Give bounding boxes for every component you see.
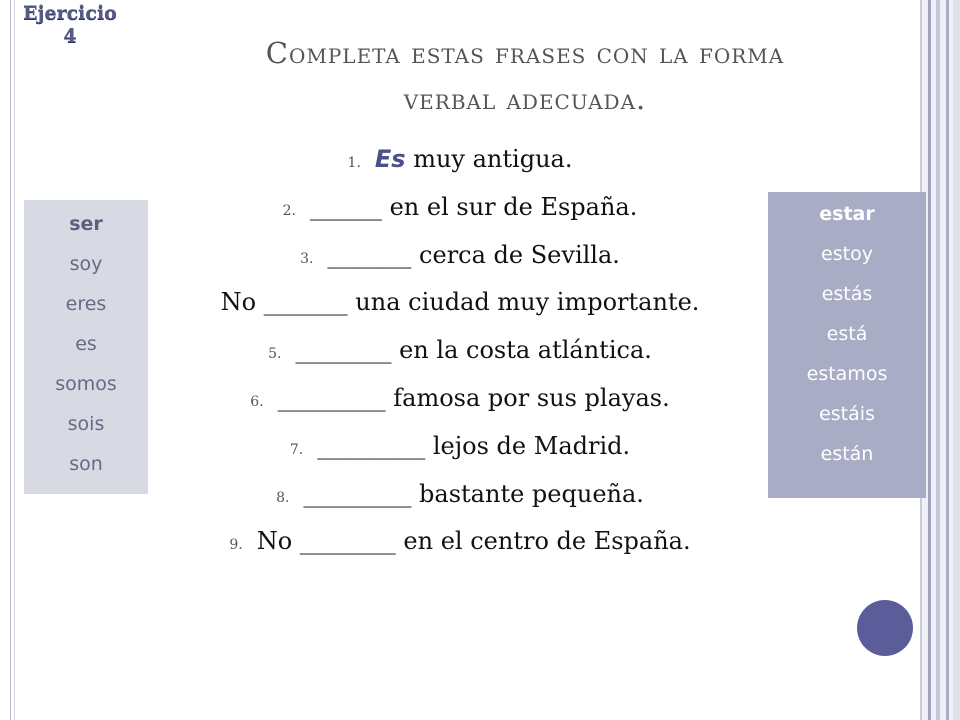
sentence-text: _________ lejos de Madrid. — [317, 432, 631, 460]
ser-conjugation-box — [24, 200, 148, 494]
exercise-label — [14, 2, 126, 48]
slide-title-line-1: Completa estas frases con la forma — [265, 36, 785, 70]
estar-form: estás — [821, 283, 873, 305]
estar-form: estoy — [821, 243, 873, 265]
ser-form: somos — [55, 373, 117, 395]
sentence-text: ________ en la costa atlántica. — [295, 336, 652, 364]
sentence-text: _______ cerca de Sevilla. — [327, 241, 620, 269]
sentence-number: 5. — [268, 346, 282, 362]
sentence-number: 8. — [276, 490, 290, 506]
right-stripe — [928, 0, 931, 720]
right-stripe — [946, 0, 949, 720]
ser-heading: ser — [69, 213, 103, 235]
sentence-text: No ________ en el centro de España. — [256, 527, 691, 555]
estar-form: están — [820, 443, 874, 465]
sentence-text: _________ bastante pequeña. — [303, 480, 644, 508]
sentence-number: 9. — [229, 537, 243, 553]
estar-heading: estar — [819, 203, 875, 225]
slide-title — [160, 30, 890, 122]
exercise-label-number: 4 — [63, 25, 77, 47]
sentence-number: 2. — [282, 203, 296, 219]
ser-form: soy — [69, 253, 103, 275]
right-stripe — [953, 0, 960, 720]
sentence-9 — [0, 518, 920, 564]
sentence-text: _________ famosa por sus playas. — [277, 384, 670, 412]
decorative-circle — [857, 600, 913, 656]
slide-title-line-2: verbal adecuada. — [403, 82, 647, 116]
sentence-text: muy antigua. — [413, 145, 573, 173]
sentence-text: No _______ una ciudad muy importante. — [220, 288, 700, 316]
estar-form: estamos — [806, 363, 888, 385]
exercise-label-word: Ejercicio — [23, 2, 117, 24]
estar-form: estáis — [819, 403, 875, 425]
sentence-number: 1. — [347, 155, 361, 171]
sentence-number: 3. — [300, 251, 314, 267]
estar-form: está — [826, 323, 868, 345]
ser-form: eres — [65, 293, 107, 315]
right-stripe — [936, 0, 940, 720]
sentence-number: 7. — [289, 442, 304, 458]
sentence-number: 6. — [250, 394, 264, 410]
ser-form: es — [75, 333, 97, 355]
sentence-text: ______ en el sur de España. — [309, 193, 638, 221]
sentence-answer: Es — [374, 145, 406, 173]
sentence-1 — [0, 136, 920, 182]
ser-form: son — [69, 453, 103, 475]
ser-form: sois — [67, 413, 105, 435]
estar-conjugation-box — [768, 192, 926, 498]
